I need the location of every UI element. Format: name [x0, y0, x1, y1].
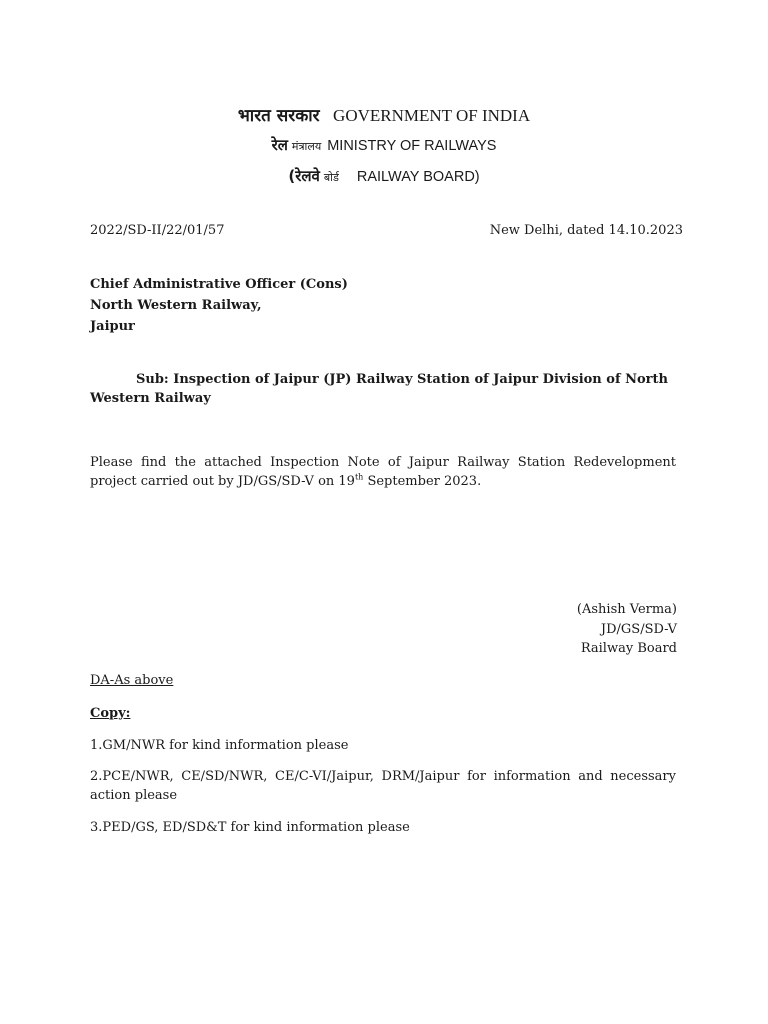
addressee-line: North Western Railway, — [90, 298, 262, 313]
addressee-line: Chief Administrative Officer (Cons) — [90, 277, 348, 292]
subject-line: Sub: Inspection of Jaipur (JP) Railway Station of Jaipur Division of North Western Railway — [90, 372, 668, 406]
enclosure-note: DA-As above — [90, 673, 174, 688]
header-government — [0, 103, 768, 126]
header-ministry-english: MINISTRY OF RAILWAYS — [327, 138, 497, 154]
copy-heading: Copy: — [90, 706, 131, 721]
header-ministry-hindi-small: मंत्रालय — [291, 140, 322, 153]
addressee-block — [90, 274, 348, 337]
body-paragraph — [90, 453, 676, 491]
body-text-end: September 2023. — [363, 474, 482, 489]
header-ministry — [0, 135, 768, 155]
signatory-designation: JD/GS/SD-V — [600, 621, 677, 637]
signatory-office: Railway Board — [580, 641, 677, 656]
signature-block — [577, 600, 677, 659]
header-government-english: GOVERNMENT OF INDIA — [333, 106, 531, 125]
signatory-name: (Ashish Verma) — [576, 602, 677, 617]
header-board-hindi-small: बोर्ड — [323, 171, 339, 184]
body-text: Please find the attached Inspection Note of Jaipur Railway Station Redevelopment project carried out by JD/GS/SD-V on 19 — [90, 455, 676, 489]
header-board — [0, 166, 768, 186]
copy-item: 3.PED/GS, ED/SD&T for kind information please — [90, 820, 410, 835]
copy-item: 2.PCE/NWR, CE/SD/NWR, CE/C-VI/Jaipur, DRM/Jaipur for information and necessary action please — [90, 769, 676, 803]
header-board-hindi: (रेलवे — [288, 167, 320, 185]
reference-number: 2022/SD-II/22/01/57 — [90, 223, 225, 238]
header-government-hindi: भारत सरकार — [237, 106, 320, 126]
header-ministry-hindi: रेल — [271, 136, 288, 154]
place-date: New Delhi, dated 14.10.2023 — [489, 223, 683, 238]
header-board-english: RAILWAY BOARD) — [356, 169, 480, 185]
copy-item: 1.GM/NWR for kind information please — [90, 738, 349, 753]
addressee-line: Jaipur — [90, 319, 135, 334]
body-superscript: th — [354, 472, 364, 482]
